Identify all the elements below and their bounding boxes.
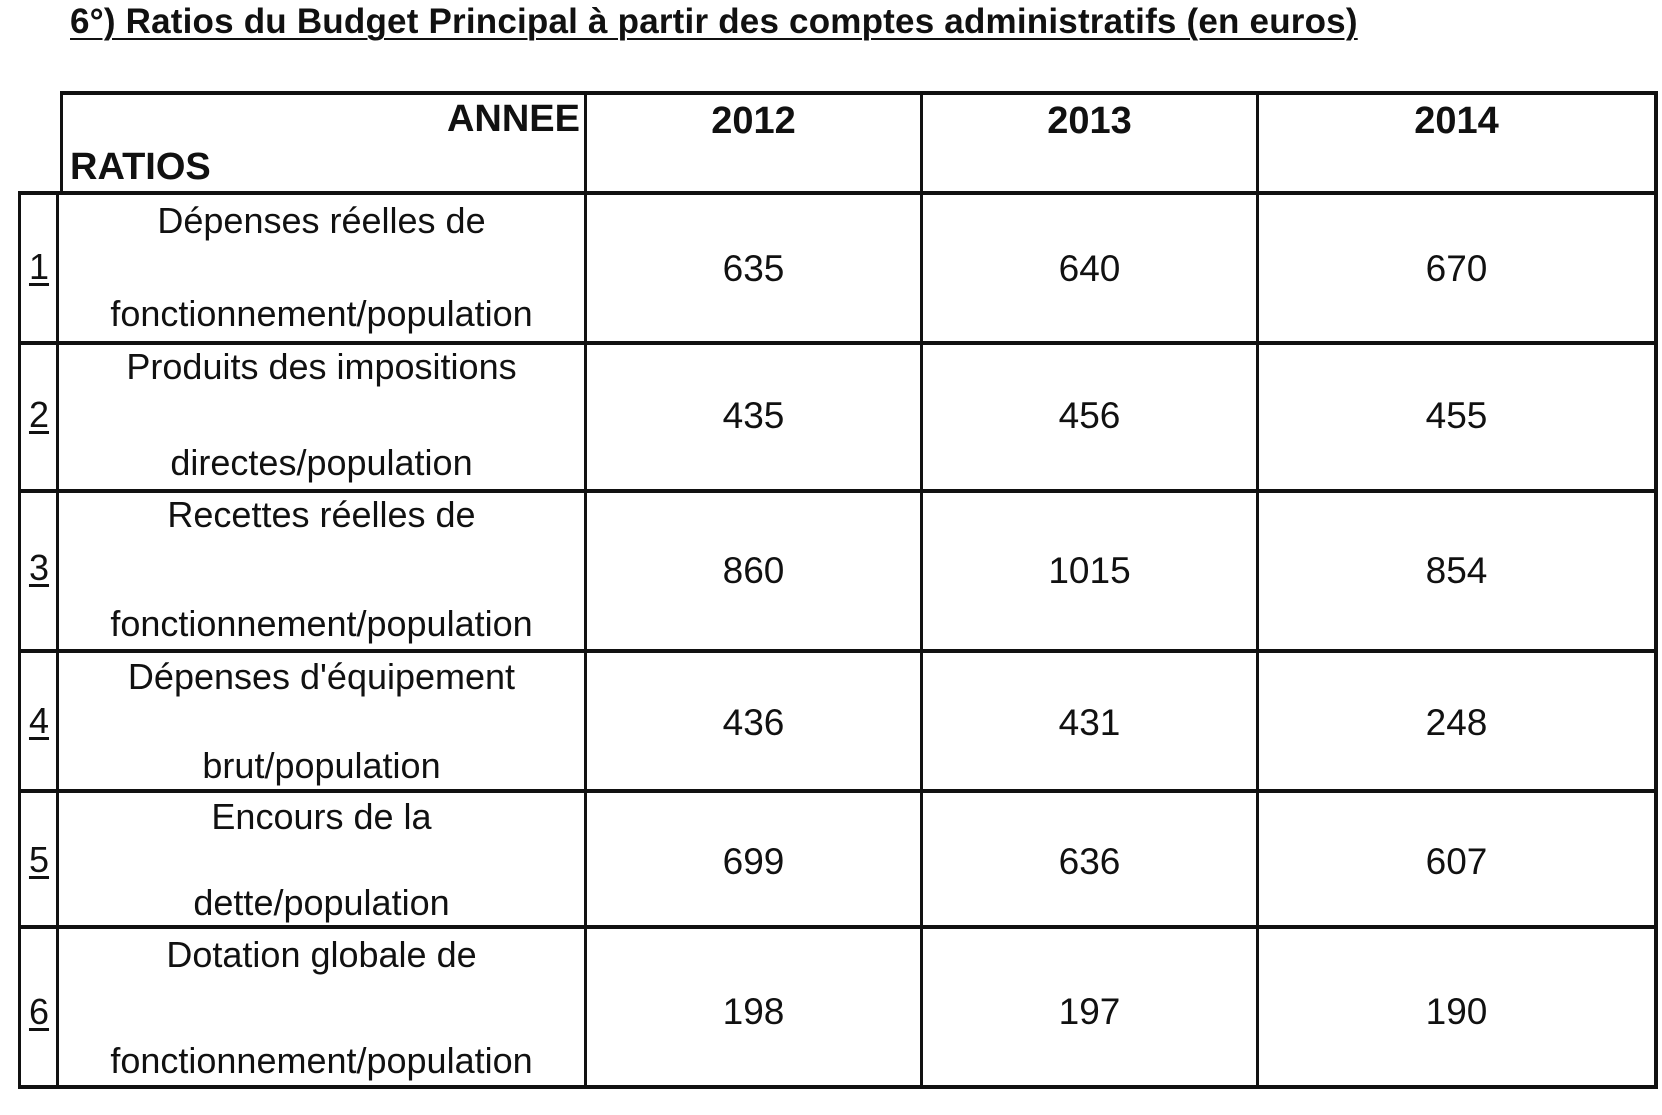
value-2014: 607 [1425, 841, 1488, 882]
header-ratios: RATIOS [70, 146, 211, 188]
value-2014: 670 [1425, 248, 1488, 289]
row-number: 4 [28, 700, 50, 741]
ratio-label-line2: dette/population [193, 882, 450, 923]
ratio-label-line1: Produits des impositions [126, 346, 517, 387]
value-2012: 635 [722, 248, 785, 289]
row-number: 5 [28, 839, 50, 880]
row-number: 1 [28, 246, 50, 287]
value-2013: 1015 [1048, 550, 1131, 591]
ratio-label-line2: brut/population [202, 745, 441, 786]
value-2012: 860 [722, 550, 785, 591]
ratio-label-line2: fonctionnement/population [110, 603, 533, 644]
value-2013: 640 [1058, 248, 1121, 289]
header-year-2012: 2012 [711, 100, 796, 142]
ratio-label-line1: Encours de la [211, 796, 432, 837]
value-2013: 636 [1058, 841, 1121, 882]
ratio-label-line2: fonctionnement/population [110, 1040, 533, 1081]
value-2012: 436 [722, 702, 785, 743]
table-border [18, 925, 1658, 929]
value-2012: 198 [722, 991, 785, 1032]
ratio-label-line2: directes/population [170, 442, 473, 483]
page-title: 6°) Ratios du Budget Principal à partir des comptes administratifs (en euros) [70, 2, 1358, 41]
row-number: 2 [28, 394, 50, 435]
ratio-label-line2: fonctionnement/population [110, 293, 533, 334]
table-border [18, 1085, 1658, 1089]
table-border [18, 341, 1658, 345]
table-border [920, 191, 923, 1089]
row-number: 6 [28, 991, 50, 1032]
value-2013: 197 [1058, 991, 1121, 1032]
value-2014: 455 [1425, 395, 1488, 436]
table-border [1256, 191, 1259, 1089]
header-year-2014: 2014 [1414, 100, 1499, 142]
value-2014: 190 [1425, 991, 1488, 1032]
table-border [18, 489, 1658, 493]
ratio-label-line1: Dépenses d'équipement [127, 656, 516, 697]
value-2014: 248 [1425, 702, 1488, 743]
header-year-2013: 2013 [1047, 100, 1132, 142]
table-border [18, 649, 1658, 653]
ratio-label-line1: Recettes réelles de [167, 494, 476, 535]
ratio-label-line1: Dépenses réelles de [157, 200, 486, 241]
table-border [18, 191, 1658, 195]
table-border [18, 191, 21, 1089]
ratio-label-line1: Dotation globale de [166, 934, 477, 975]
table-border [60, 91, 63, 191]
row-number: 3 [28, 547, 50, 588]
header-annee: ANNEE [446, 98, 580, 140]
value-2012: 435 [722, 395, 785, 436]
table-border [1654, 191, 1658, 1089]
table-border [18, 789, 1658, 793]
table-border [584, 191, 587, 1089]
value-2014: 854 [1425, 550, 1488, 591]
table-border [60, 91, 1658, 95]
value-2012: 699 [722, 841, 785, 882]
value-2013: 431 [1058, 702, 1121, 743]
table-border [1654, 91, 1658, 191]
value-2013: 456 [1058, 395, 1121, 436]
